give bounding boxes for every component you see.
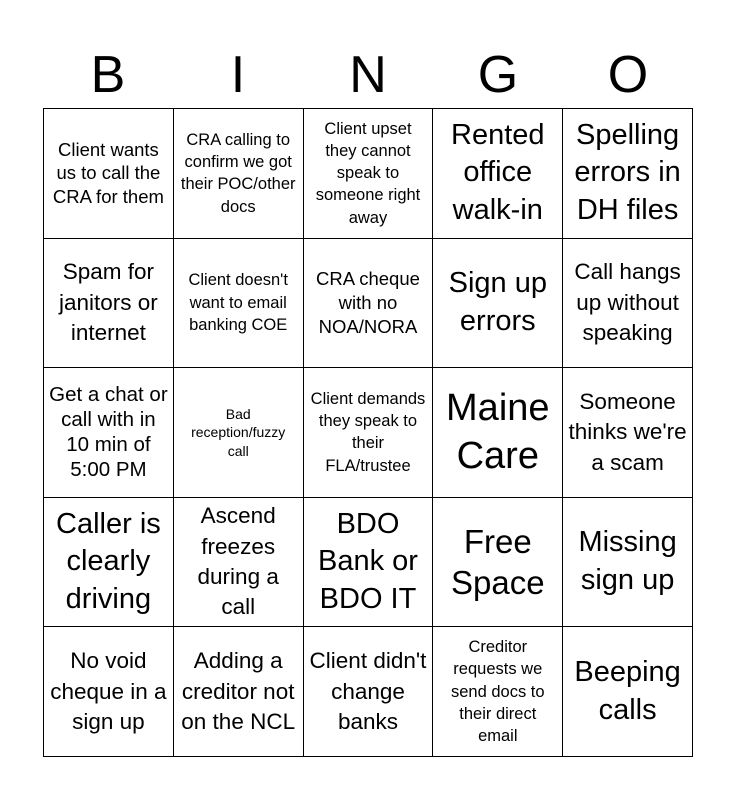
bingo-cell[interactable]	[563, 109, 693, 239]
bingo-cell[interactable]	[433, 239, 563, 369]
free-space-text: Free Space	[451, 522, 545, 602]
bingo-cell[interactable]	[433, 368, 563, 498]
bingo-cell[interactable]	[174, 109, 304, 239]
cell-text: Spelling errors in DH files	[574, 118, 681, 227]
cell-text: Client wants us to call the CRA for them	[52, 138, 164, 208]
header-letter-n: N	[349, 46, 387, 104]
cell-text: Bad reception/fuzzy call	[191, 406, 286, 459]
bingo-cell[interactable]	[433, 109, 563, 239]
bingo-cell[interactable]	[174, 368, 304, 498]
bingo-cell[interactable]	[563, 368, 693, 498]
cell-text: Rented office walk-in	[451, 118, 545, 227]
bingo-cell[interactable]	[44, 109, 174, 239]
bingo-cell[interactable]	[304, 368, 434, 498]
cell-text: Ascend freezes during a call	[197, 503, 279, 620]
bingo-cell[interactable]	[44, 498, 174, 628]
cell-text: Someone thinks we're a scam	[568, 388, 687, 475]
header-letter-b: B	[90, 46, 126, 104]
cell-text: Beeping calls	[574, 656, 681, 726]
bingo-cell[interactable]	[44, 239, 174, 369]
cell-text: Client upset they cannot speak to someone right away	[315, 119, 421, 227]
bingo-cell[interactable]	[433, 627, 563, 757]
header-letter-o: O	[607, 46, 649, 104]
cell-text: Sign up errors	[448, 267, 547, 337]
bingo-cell[interactable]	[304, 109, 434, 239]
bingo-cell[interactable]	[304, 498, 434, 628]
cell-text: Client doesn't want to email banking COE	[188, 271, 288, 335]
cell-text: No void cheque in a sign up	[50, 648, 167, 734]
cell-text: Get a chat or call with in 10 min of 5:00 PM	[49, 383, 168, 482]
cell-text: CRA cheque with no NOA/NORA	[316, 268, 420, 337]
bingo-cell[interactable]	[174, 239, 304, 369]
cell-text: Caller is clearly driving	[56, 507, 161, 615]
bingo-cell[interactable]	[174, 498, 304, 628]
cell-text: Missing sign up	[578, 526, 677, 597]
bingo-board	[43, 108, 693, 757]
cell-text: Maine Care	[446, 387, 550, 478]
header-letter-g: G	[477, 46, 519, 104]
cell-text: Adding a creditor not on the NCL	[181, 648, 296, 734]
bingo-header	[43, 42, 693, 108]
bingo-cell[interactable]	[44, 627, 174, 757]
bingo-cell[interactable]	[563, 627, 693, 757]
bingo-cell[interactable]	[304, 239, 434, 369]
cell-text: BDO Bank or BDO IT	[318, 507, 418, 615]
cell-text: Creditor requests we send docs to their direct email	[451, 638, 545, 746]
cell-text: Client didn't change banks	[309, 648, 427, 734]
header-letter-i: I	[230, 46, 246, 104]
cell-text: Call hangs up without speaking	[574, 259, 681, 346]
cell-text: CRA calling to confirm we got their POC/other docs	[180, 130, 296, 216]
bingo-cell[interactable]	[563, 498, 693, 628]
bingo-cell[interactable]	[304, 627, 434, 757]
bingo-cell[interactable]	[174, 627, 304, 757]
free-space-cell[interactable]	[433, 498, 563, 628]
cell-text: Client demands they speak to their FLA/trustee	[310, 389, 426, 475]
cell-text: Spam for janitors or internet	[59, 259, 158, 346]
bingo-cell[interactable]	[563, 239, 693, 369]
bingo-cell[interactable]	[44, 368, 174, 498]
